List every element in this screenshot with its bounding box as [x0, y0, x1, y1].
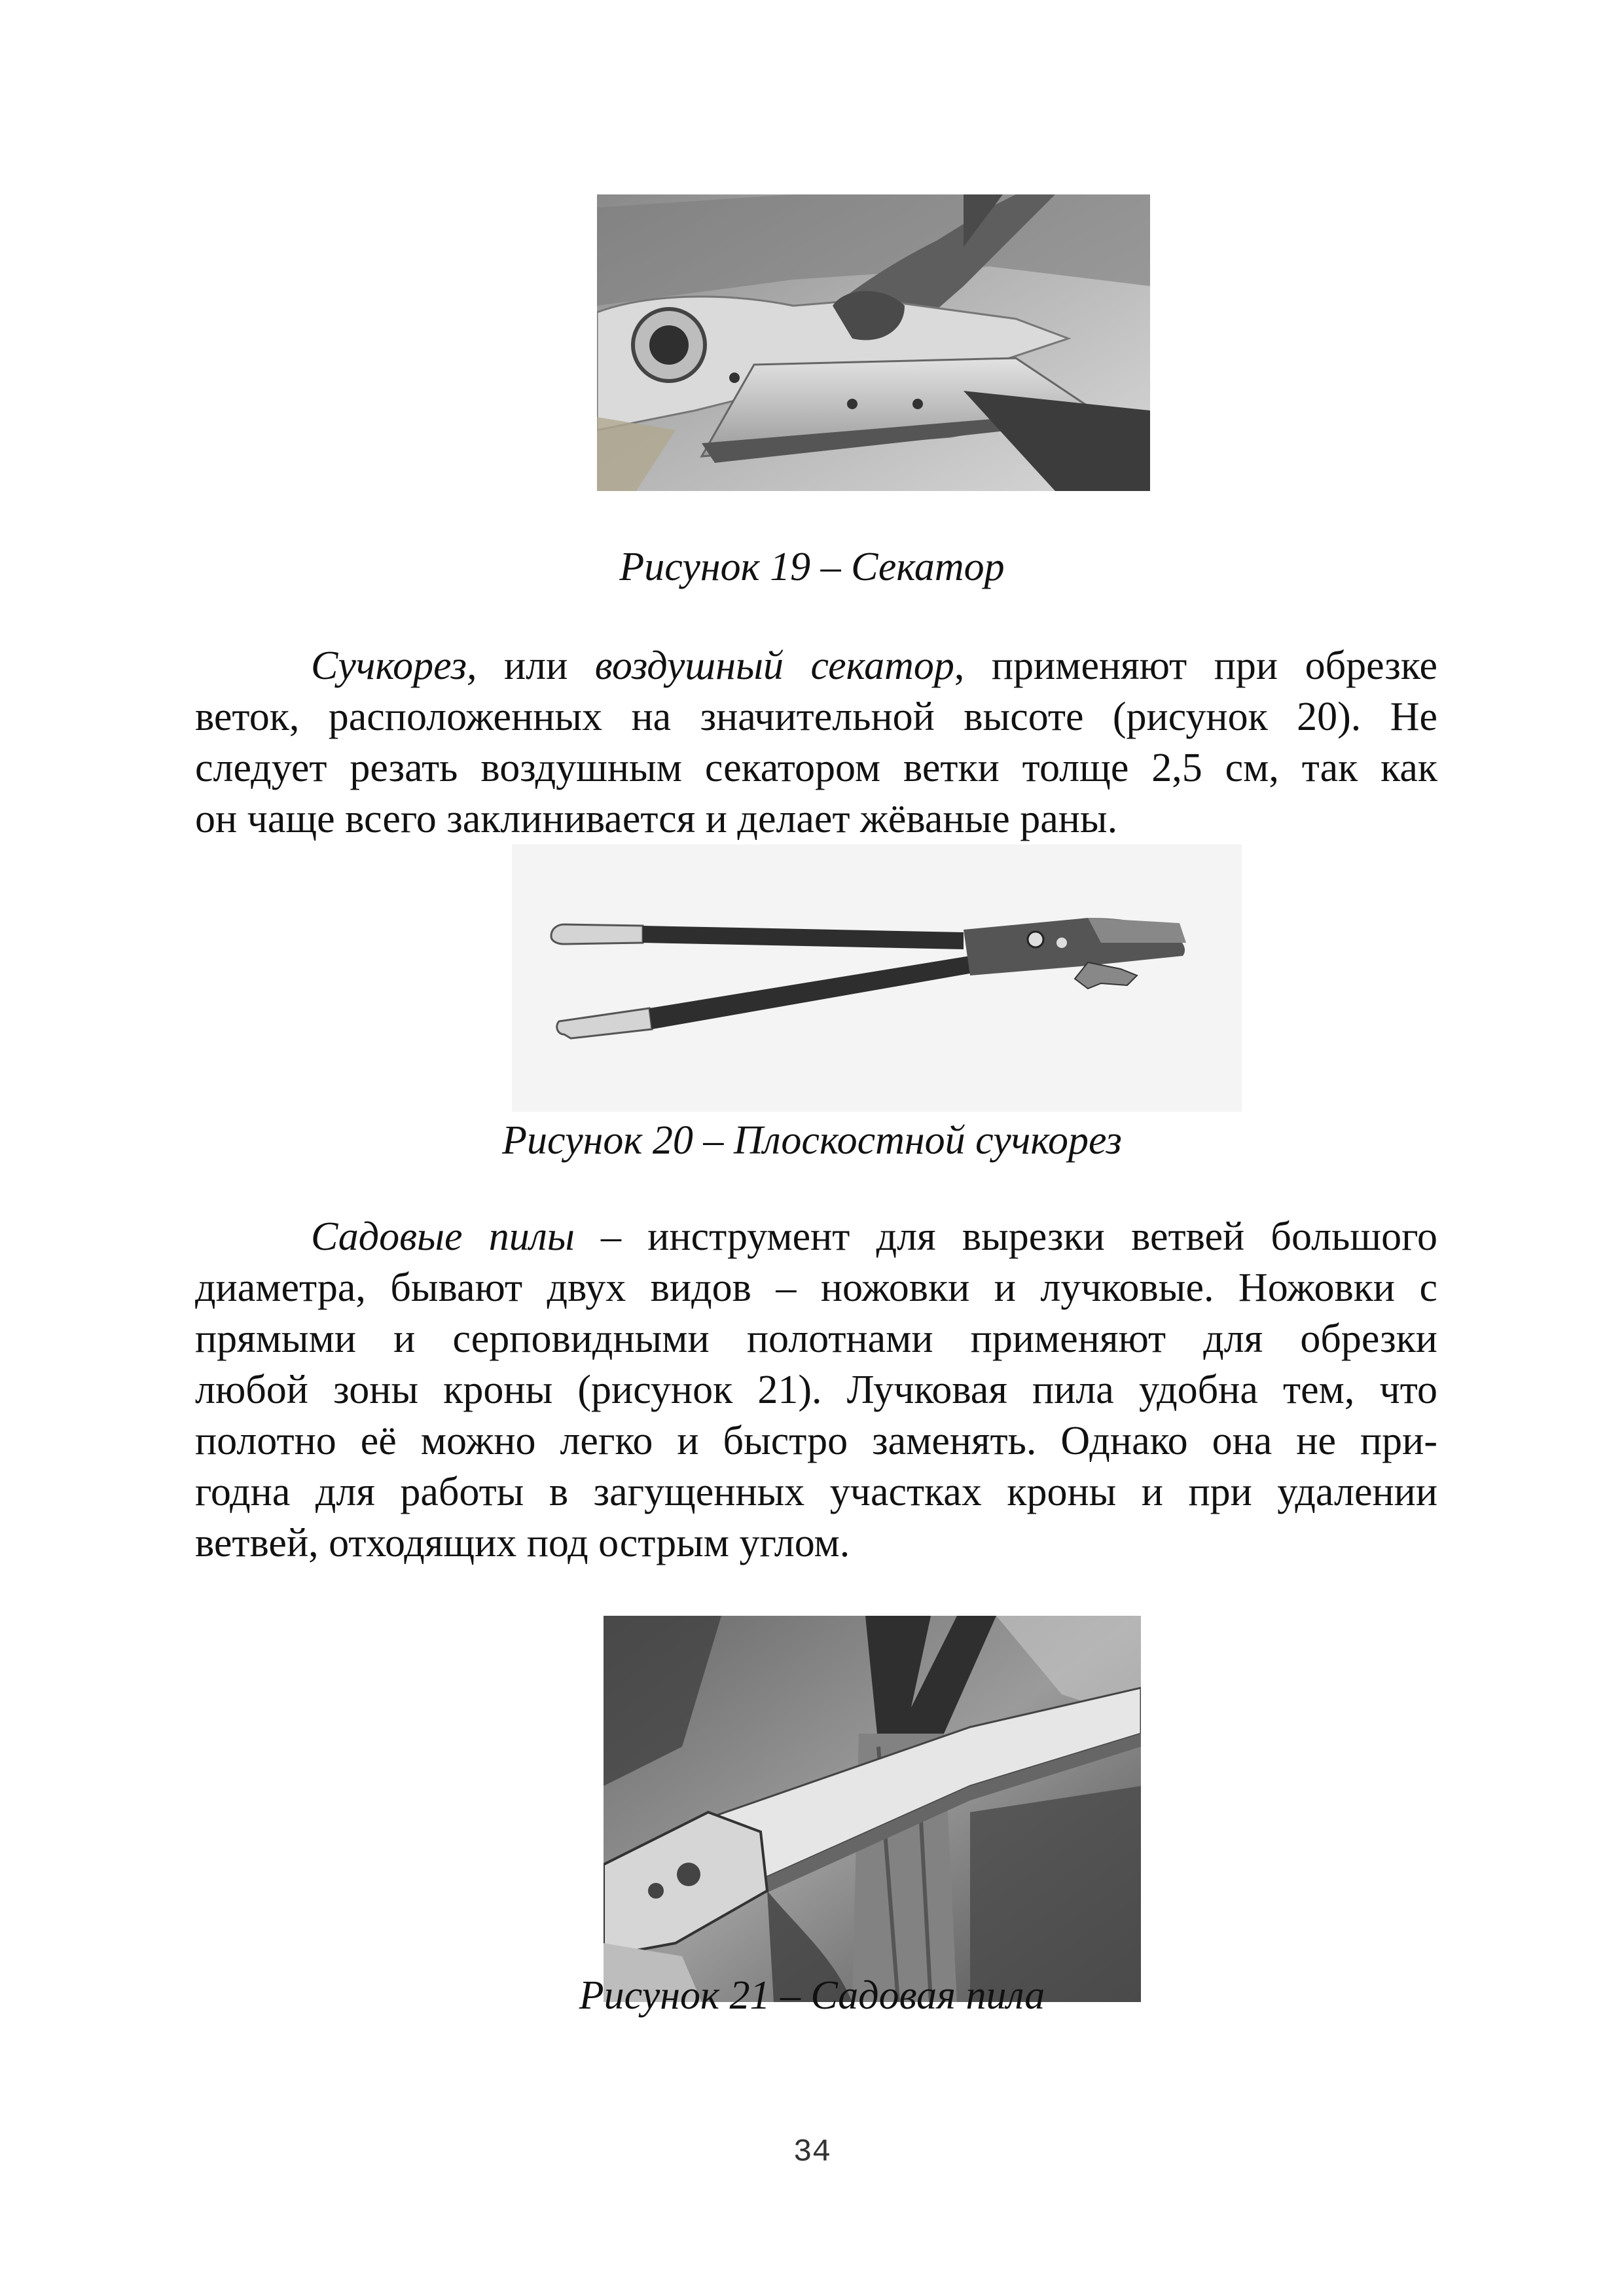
text-run: полотно её можно легко и быстро заменять. Однако она не при-: [195, 1419, 1437, 1463]
text-run: или: [477, 644, 595, 688]
paragraph-line: [195, 1518, 1437, 1569]
loppers-illustration: [512, 845, 1242, 1112]
secateurs-illustration: [597, 194, 1150, 491]
paragraph-line: [195, 1415, 1437, 1467]
text-run: годна для работы в загущенных участках кроны и при удалении: [195, 1470, 1437, 1514]
text-run: – инструмент для вырезки ветвей большого: [574, 1214, 1437, 1259]
figure-20-photo: [512, 845, 1242, 1112]
paragraph-line: [195, 1467, 1437, 1518]
paragraph-line: [195, 1364, 1437, 1415]
text-run: следует резать воздушным секатором ветки толще 2,5 см, так как: [195, 746, 1437, 790]
garden-saw-illustration: [604, 1616, 1141, 2002]
text-run: , применяют при обрезке: [954, 644, 1437, 688]
paragraph-loppers: [195, 640, 1437, 845]
italic-term: Сучкорез,: [311, 644, 477, 688]
paragraph-line: [195, 1211, 1437, 1262]
paragraph-line: [195, 742, 1437, 793]
text-run: прямыми и серповидными полотнами применяют для обрезки: [195, 1317, 1437, 1361]
text-run: ветвей, отходящих под острым углом.: [195, 1521, 850, 1565]
figure-21-caption: Рисунок 21 – Садовая пила: [579, 1973, 1045, 2018]
text-run: веток, расположенных на значительной высоте (рисунок 20). Не: [195, 695, 1437, 739]
paragraph-line: [195, 691, 1437, 742]
figure-19-photo: [597, 194, 1150, 491]
paragraph-line: [195, 793, 1437, 845]
text-run: любой зоны кроны (рисунок 21). Лучковая пила удобна тем, что: [195, 1368, 1437, 1412]
paragraph-line: [195, 1262, 1437, 1313]
figure-19-caption: Рисунок 19 – Секатор: [619, 545, 1005, 589]
paragraph-line: [195, 1313, 1437, 1364]
figure-21-photo: [604, 1616, 1141, 2002]
italic-term: Садовые пилы: [311, 1214, 575, 1259]
text-run: он чаще всего заклинивается и делает жёваные раны.: [195, 797, 1118, 841]
figure-20-caption: Рисунок 20 – Плоскостной сучкорез: [502, 1118, 1122, 1163]
paragraph-line: [195, 640, 1437, 691]
italic-term: воздушный секатор: [594, 644, 954, 688]
page-number: 34: [793, 2135, 831, 2170]
paragraph-garden-saws: [195, 1211, 1437, 1569]
text-run: диаметра, бывают двух видов – ножовки и лучковые. Ножовки с: [195, 1266, 1437, 1310]
